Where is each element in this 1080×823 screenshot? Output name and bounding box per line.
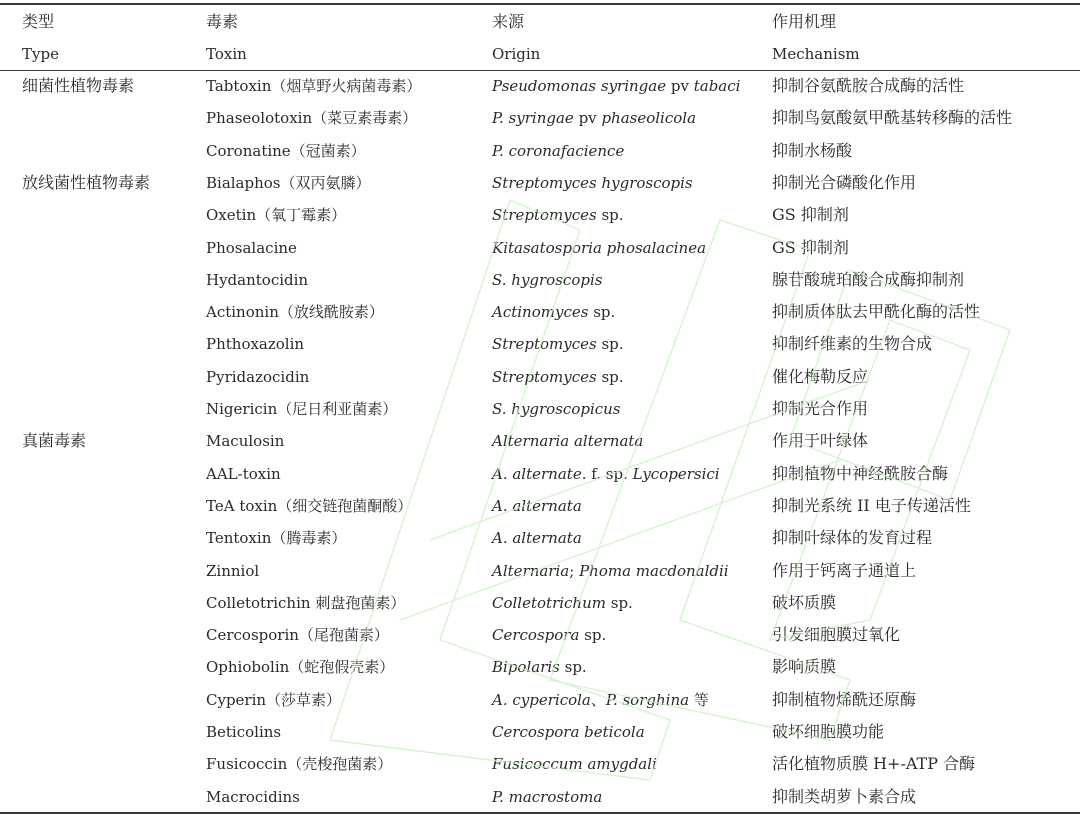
- cell-toxin: Coronatine（冠菌素）: [206, 141, 366, 160]
- header-mechanism-en: Mechanism: [772, 45, 860, 63]
- cell-toxin: AAL-toxin: [206, 464, 281, 483]
- cell-mechanism: 抑制类胡萝卜素合成: [772, 786, 917, 806]
- cell-mechanism: 抑制谷氨酰胺合成酶的活性: [772, 76, 965, 95]
- table-row: [0, 70, 1080, 102]
- cell-origin: [492, 557, 729, 585]
- table-row: [0, 490, 1080, 522]
- table-row: [0, 619, 1080, 651]
- cell-mechanism: 作用于叶绿体: [772, 431, 869, 451]
- cell-toxin: Beticolins: [206, 723, 282, 741]
- origin-species-text: Cercospora beticola: [492, 723, 645, 741]
- cell-origin: [492, 169, 693, 197]
- origin-species-text: Lycopersici: [632, 464, 720, 483]
- cell-origin: [492, 72, 740, 100]
- cell-mechanism: 催化梅勒反应: [772, 366, 869, 386]
- table-row: [0, 522, 1080, 554]
- cell-toxin: Tentoxin（腾毒素）: [206, 529, 347, 548]
- cell-origin: [492, 234, 706, 262]
- cell-toxin: Tabtoxin（烟草野火病菌毒素）: [206, 77, 422, 95]
- cell-origin: [492, 718, 645, 746]
- cell-origin: [492, 330, 624, 358]
- origin-plain-text: 等: [689, 690, 709, 709]
- origin-plain-text: sp.: [596, 335, 624, 354]
- origin-plain-text: ;: [569, 561, 580, 580]
- cell-origin: [492, 104, 696, 132]
- cell-type: 细菌性植物毒素: [22, 76, 135, 95]
- origin-species-text: Streptomyces: [492, 367, 597, 386]
- cell-toxin: TeA toxin（细交链孢菌酮酸）: [206, 496, 413, 515]
- header-origin-cn: 来源: [492, 12, 525, 31]
- cell-origin: [492, 653, 587, 681]
- table-row: [0, 748, 1080, 780]
- origin-species-text: Actinomyces: [492, 303, 589, 322]
- cell-toxin: Maculosin: [206, 432, 285, 451]
- origin-species-text: Streptomyces: [492, 335, 597, 354]
- origin-species-text: Colletotrichum: [492, 593, 606, 612]
- origin-plain-text: sp.: [579, 626, 607, 645]
- header-toxin-en: Toxin: [206, 45, 247, 63]
- cell-mechanism: 破坏细胞膜功能: [772, 722, 885, 741]
- cell-mechanism: 抑制光合磷酸化作用: [772, 172, 917, 192]
- cell-origin: [492, 427, 643, 455]
- origin-plain-text: sp.: [596, 206, 624, 225]
- origin-plain-text: . f. sp.: [581, 464, 633, 483]
- table-row: [0, 425, 1080, 457]
- cell-mechanism: 破坏质膜: [772, 592, 837, 612]
- cell-toxin: Phosalacine: [206, 238, 297, 257]
- table-row: [0, 135, 1080, 167]
- cell-toxin: Pyridazocidin: [206, 367, 310, 386]
- cell-mechanism: 抑制植物烯酰还原酶: [772, 689, 917, 709]
- cell-toxin: Cercosporin（尾孢菌素）: [206, 626, 389, 645]
- cell-mechanism: 活化植物质膜 H+-ATP 合酶: [772, 754, 976, 774]
- cell-origin: [492, 460, 720, 488]
- cell-mechanism: 影响质膜: [772, 657, 837, 677]
- cell-origin: [492, 266, 602, 294]
- cell-toxin: Phaseolotoxin（菜豆素毒素）: [206, 109, 418, 128]
- cell-origin: [492, 363, 624, 391]
- table-row: [0, 555, 1080, 587]
- cell-mechanism: 抑制光合作用: [772, 399, 869, 418]
- origin-species-text: S. hygroscopis: [492, 270, 603, 289]
- cell-toxin: Macrocidins: [206, 787, 300, 806]
- cell-mechanism: 抑制光系统 II 电子传递活性: [772, 495, 971, 515]
- table-row: [0, 296, 1080, 328]
- origin-plain-text: sp.: [596, 367, 624, 386]
- table-row: [0, 458, 1080, 490]
- table-row: [0, 393, 1080, 425]
- origin-species-text: Alternaria alternata: [492, 432, 644, 451]
- header-toxin-cn: 毒素: [206, 12, 239, 31]
- origin-species-text: Alternaria: [492, 561, 570, 580]
- origin-species-text: Cercospora: [492, 626, 580, 645]
- table-top-rule: [0, 3, 1080, 5]
- cell-origin: [492, 298, 615, 326]
- header-row-chinese: [0, 8, 1080, 36]
- cell-toxin: Nigericin（尼日利亚菌素）: [206, 400, 398, 418]
- origin-species-text: P. sorghina: [605, 690, 690, 709]
- origin-plain-text: 、: [590, 690, 606, 709]
- cell-toxin: Bialaphos（双丙氨膦）: [206, 173, 371, 192]
- cell-origin: [492, 621, 606, 649]
- origin-species-text: Fusicoccum amygdali: [492, 755, 657, 774]
- header-mechanism-cn: 作用机理: [772, 12, 837, 31]
- origin-species-text: Phoma macdonaldii: [579, 561, 729, 580]
- cell-toxin: Oxetin（氧丁霉素）: [206, 206, 347, 225]
- origin-species-text: P. syringae: [492, 109, 574, 128]
- table-row: [0, 716, 1080, 748]
- cell-type: 放线菌性植物毒素: [22, 172, 151, 192]
- origin-species-text: S. hygroscopicus: [492, 400, 621, 418]
- table-bottom-rule: [0, 812, 1080, 814]
- table-row: [0, 232, 1080, 264]
- cell-origin: [492, 201, 624, 229]
- cell-mechanism: GS 抑制剂: [772, 237, 849, 257]
- cell-origin: [492, 686, 709, 714]
- origin-species-text: Kitasatosporia phosalacinea: [492, 238, 707, 257]
- origin-species-text: Streptomyces: [492, 206, 597, 225]
- cell-origin: [492, 750, 657, 778]
- origin-species-text: P. macrostoma: [492, 787, 603, 806]
- cell-toxin: Colletotrichin 刺盘孢菌素）: [206, 593, 406, 612]
- cell-mechanism: 抑制叶绿体的发育过程: [772, 528, 933, 548]
- table-row: [0, 264, 1080, 296]
- cell-origin: [492, 395, 621, 423]
- cell-toxin: Fusicoccin（壳梭孢菌素）: [206, 755, 393, 774]
- table-row: [0, 781, 1080, 813]
- origin-species-text: phaseolicola: [601, 109, 697, 128]
- cell-toxin: Phthoxazolin: [206, 335, 305, 354]
- origin-plain-text: sp.: [559, 658, 587, 677]
- table-row: [0, 199, 1080, 231]
- cell-toxin: Cyperin（莎草素）: [206, 690, 342, 709]
- table-row: [0, 684, 1080, 716]
- header-row-english: [0, 40, 1080, 68]
- table-row: [0, 587, 1080, 619]
- origin-plain-text: sp.: [588, 303, 616, 322]
- header-type-cn: 类型: [22, 12, 55, 31]
- header-type-en: Type: [22, 45, 59, 63]
- origin-species-text: Streptomyces hygroscopis: [492, 173, 693, 192]
- table-row: [0, 361, 1080, 393]
- cell-toxin: Zinniol: [206, 561, 260, 580]
- origin-species-text: P. coronafacience: [492, 141, 625, 160]
- header-origin-en: Origin: [492, 45, 541, 63]
- cell-toxin: Ophiobolin（蛇孢假壳素）: [206, 658, 395, 677]
- origin-species-text: A. alternate: [492, 464, 582, 483]
- cell-mechanism: 腺苷酸琥珀酸合成酶抑制剂: [772, 269, 965, 289]
- cell-mechanism: 引发细胞膜过氧化: [772, 625, 901, 645]
- origin-plain-text: pv: [573, 109, 602, 128]
- table-row: [0, 102, 1080, 134]
- origin-species-text: Pseudomonas syringae: [492, 77, 667, 95]
- table-row: [0, 651, 1080, 683]
- cell-origin: [492, 783, 602, 811]
- origin-species-text: A. alternata: [492, 496, 582, 515]
- cell-type: 真菌毒素: [22, 431, 87, 451]
- cell-mechanism: 抑制鸟氨酸氨甲酰基转移酶的活性: [772, 108, 1013, 128]
- cell-toxin: Actinonin（放线酰胺素）: [206, 303, 384, 322]
- origin-species-text: Bipolaris: [492, 658, 560, 677]
- table-row: [0, 167, 1080, 199]
- origin-plain-text: sp.: [605, 593, 633, 612]
- cell-mechanism: 抑制质体肽去甲酰化酶的活性: [772, 302, 981, 322]
- cell-origin: [492, 137, 624, 165]
- origin-plain-text: pv: [666, 77, 694, 95]
- cell-origin: [492, 492, 582, 520]
- cell-toxin: Hydantocidin: [206, 270, 309, 289]
- origin-species-text: tabaci: [693, 77, 741, 95]
- cell-mechanism: 抑制植物中神经酰胺合酶: [772, 463, 949, 483]
- cell-mechanism: 作用于钙离子通道上: [772, 560, 917, 580]
- cell-origin: [492, 589, 633, 617]
- table-row: [0, 328, 1080, 360]
- cell-mechanism: 抑制纤维素的生物合成: [772, 334, 933, 354]
- cell-origin: [492, 524, 582, 552]
- origin-species-text: A. alternata: [492, 529, 582, 548]
- cell-mechanism: 抑制水杨酸: [772, 140, 853, 160]
- cell-mechanism: GS 抑制剂: [772, 205, 849, 225]
- origin-species-text: A. cypericola: [492, 690, 591, 709]
